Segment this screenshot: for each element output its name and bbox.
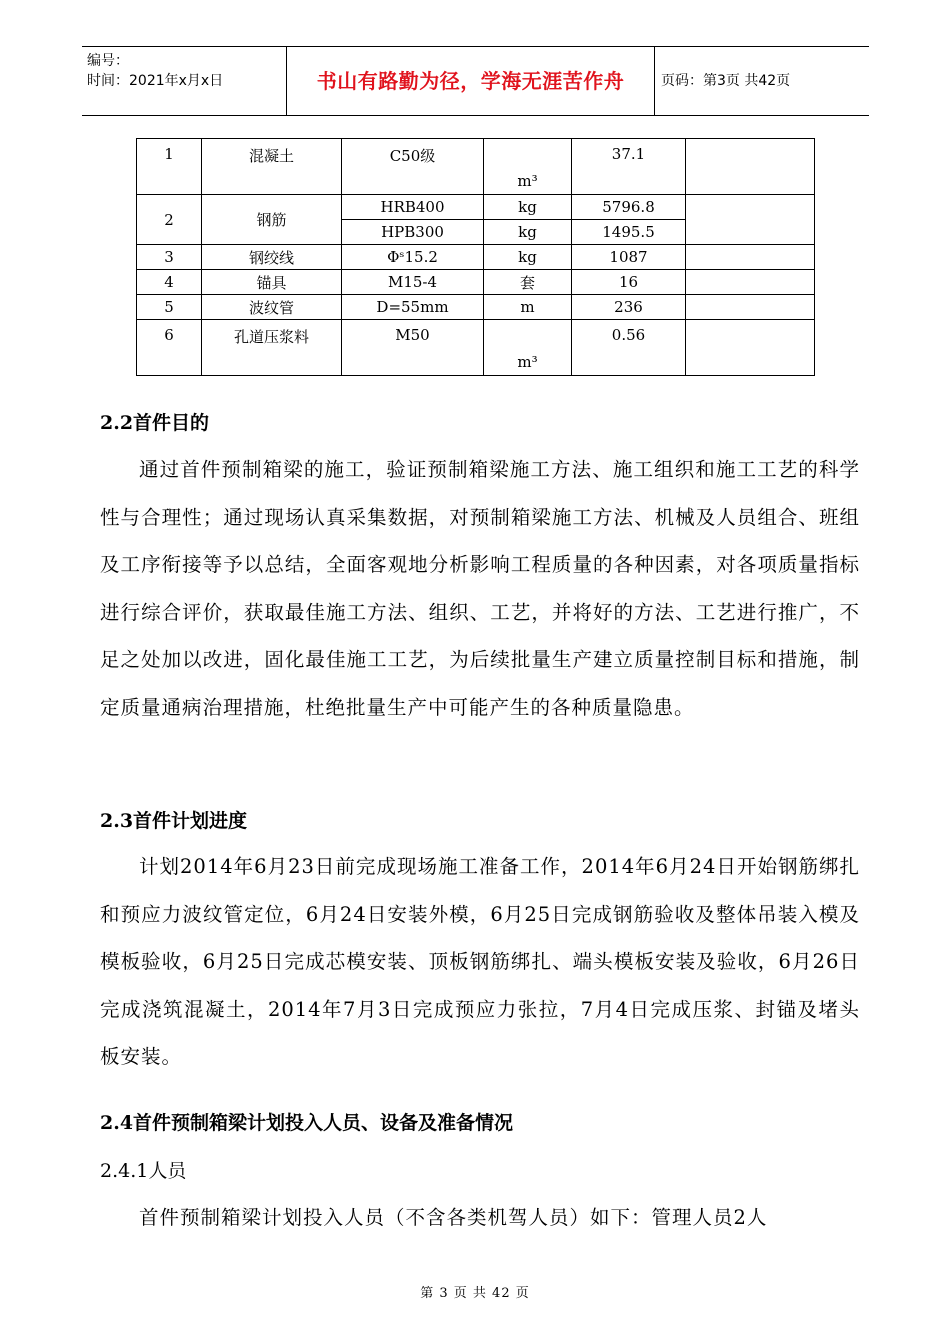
- table-row: [137, 270, 815, 295]
- table-row: [137, 245, 815, 270]
- section-2-3-body: 计划2014年6月23日前完成现场施工准备工作，2014年6月24日开始钢筋绑扎和预应力波纹管定位，6月24日安装外模，6月25日完成钢筋验收及整体吊装入模及模板验收，6月25日完成芯模安装、顶板钢筋绑扎、端头模板安装及验收，6月26日完成浇筑混凝土，2014年7月3日完成预应力张拉，7月4日完成压浆、封锚及堵头板安装。: [100, 855, 860, 1068]
- cell-name: 孔道压浆料: [202, 320, 342, 376]
- cell-spec: HPB300: [342, 220, 484, 245]
- cell-spec: C50级: [342, 139, 484, 195]
- cell-no: 4: [137, 270, 202, 295]
- section-2-3-title: 2.3首件计划进度: [100, 810, 248, 832]
- code-label: 编号：: [87, 53, 129, 69]
- table-row: [137, 139, 815, 195]
- cell-name: 锚具: [202, 270, 342, 295]
- cell-note: [686, 195, 815, 245]
- cell-spec: Φˢ15.2: [342, 245, 484, 270]
- cell-note: [686, 270, 815, 295]
- section-2-2-title: 2.2首件目的: [100, 412, 210, 434]
- cell-unit: kg: [484, 195, 572, 220]
- cell-name: 波纹管: [202, 295, 342, 320]
- materials-table: [136, 138, 815, 376]
- cell-qty: 1087: [572, 245, 686, 270]
- cell-unit: kg: [484, 245, 572, 270]
- cell-spec: D=55mm: [342, 295, 484, 320]
- section-2-4-title: 2.4首件预制箱梁计划投入人员、设备及准备情况: [100, 1112, 514, 1134]
- cell-unit: kg: [484, 220, 572, 245]
- cell-qty: 5796.8: [572, 195, 686, 220]
- cell-qty: 1495.5: [572, 220, 686, 245]
- cell-unit: m³: [484, 139, 572, 195]
- cell-no: 3: [137, 245, 202, 270]
- cell-qty: 37.1: [572, 139, 686, 195]
- cell-name: 混凝土: [202, 139, 342, 195]
- header-page-info: 页码：第3页 共42页: [661, 73, 791, 89]
- cell-note: [686, 245, 815, 270]
- cell-name: 钢绞线: [202, 245, 342, 270]
- time-label: 时间：2021年x月x日: [87, 73, 224, 89]
- cell-no: 6: [137, 320, 202, 376]
- cell-spec: M50: [342, 320, 484, 376]
- cell-no: 1: [137, 139, 202, 195]
- page-footer: 第 3 页 共 42 页: [420, 1286, 530, 1301]
- cell-note: [686, 139, 815, 195]
- cell-unit: m³: [484, 320, 572, 376]
- cell-no: 5: [137, 295, 202, 320]
- section-2-4-1-title: 2.4.1人员: [100, 1160, 187, 1182]
- header-motto: 书山有路勤为径，学海无涯苦作舟: [287, 47, 655, 115]
- table-row: [137, 295, 815, 320]
- cell-name: 钢筋: [202, 195, 342, 245]
- cell-note: [686, 320, 815, 376]
- cell-spec: HRB400: [342, 195, 484, 220]
- cell-qty: 0.56: [572, 320, 686, 376]
- page-header: [82, 46, 869, 116]
- table-row: [137, 320, 815, 376]
- header-meta: [82, 47, 287, 115]
- cell-no: 2: [137, 195, 202, 245]
- cell-note: [686, 295, 815, 320]
- section-2-2-body: 通过首件预制箱梁的施工，验证预制箱梁施工方法、施工组织和施工工艺的科学性与合理性；通过现场认真采集数据，对预制箱梁施工方法、机械及人员组合、班组及工序衔接等予以总结，全面客观地分析影响工程质量的各种因素，对各项质量指标进行综合评价，获取最佳施工方法、组织、工艺，并将好的方法、工艺进行推广，不足之处加以改进，固化最佳施工工艺，为后续批量生产建立质量控制目标和措施，制定质量通病治理措施，杜绝批量生产中可能产生的各种质量隐患。: [100, 458, 860, 719]
- cell-qty: 16: [572, 270, 686, 295]
- cell-qty: 236: [572, 295, 686, 320]
- cell-unit: 套: [484, 270, 572, 295]
- cell-spec: M15-4: [342, 270, 484, 295]
- cell-unit: m: [484, 295, 572, 320]
- section-2-4-1-body: 首件预制箱梁计划投入人员（不含各类机驾人员）如下：管理人员2人: [139, 1206, 768, 1229]
- table-row: [137, 195, 815, 220]
